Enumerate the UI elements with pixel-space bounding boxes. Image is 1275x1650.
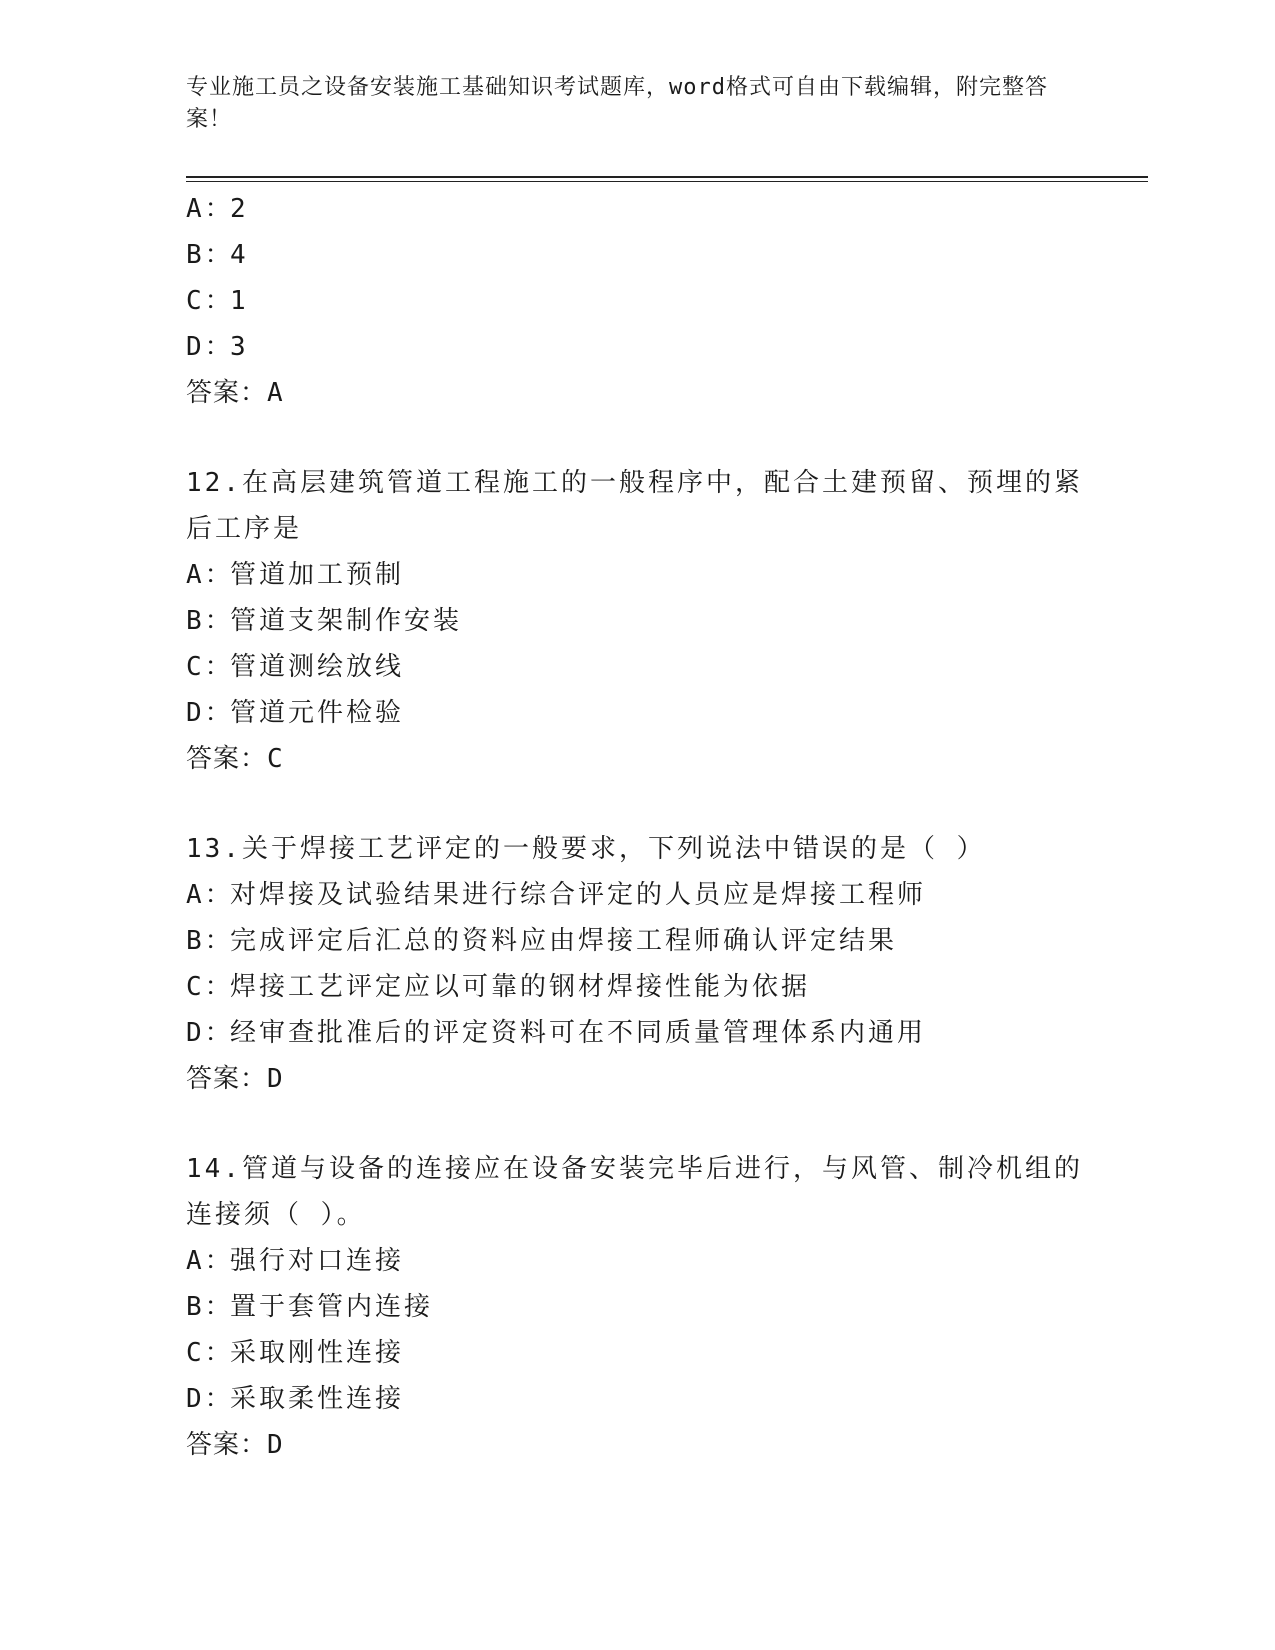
question-14 — [186, 1146, 1086, 1468]
option-text: 经审查批准后的评定资料可在不同质量管理体系内通用 — [230, 1018, 927, 1048]
option-d — [186, 1010, 1086, 1056]
question-list — [186, 186, 1086, 1468]
option-text: 3 — [230, 332, 249, 362]
option-key: A： — [186, 1246, 234, 1276]
option-text: 管道测绘放线 — [230, 652, 405, 682]
option-text: 焊接工艺评定应以可靠的钢材焊接性能为依据 — [230, 972, 811, 1002]
option-key: A： — [186, 194, 234, 224]
option-b — [186, 918, 1086, 964]
option-d — [186, 324, 1086, 370]
question-stem: 14.管道与设备的连接应在设备安装完毕后进行，与风管、制冷机组的 — [186, 1154, 1083, 1184]
question-13 — [186, 826, 1086, 1102]
header-divider-thin — [186, 181, 1148, 182]
option-text: 采取刚性连接 — [230, 1338, 405, 1368]
option-key: B： — [186, 1292, 234, 1322]
option-text: 管道元件检验 — [230, 698, 405, 728]
option-d — [186, 690, 1086, 736]
option-key: C： — [186, 652, 234, 682]
header-divider — [186, 176, 1148, 178]
option-text: 管道支架制作安装 — [230, 606, 463, 636]
option-text: 采取柔性连接 — [230, 1384, 405, 1414]
option-key: C： — [186, 1338, 234, 1368]
question-stem: 12.在高层建筑管道工程施工的一般程序中，配合土建预留、预埋的紧 — [186, 468, 1083, 498]
answer-line: 答案：C — [186, 744, 284, 774]
option-key: A： — [186, 880, 234, 910]
question-11-options — [186, 186, 1086, 416]
answer-line: 答案：A — [186, 378, 284, 408]
option-c — [186, 278, 1086, 324]
option-key: A： — [186, 560, 234, 590]
option-c — [186, 964, 1086, 1010]
option-a — [186, 872, 1086, 918]
option-text: 2 — [230, 194, 249, 224]
option-b — [186, 598, 1086, 644]
option-text: 对焊接及试验结果进行综合评定的人员应是焊接工程师 — [230, 880, 927, 910]
option-key: B： — [186, 926, 234, 956]
question-stem-cont: 连接须（ ）。 — [186, 1200, 366, 1230]
option-key: D： — [186, 1384, 234, 1414]
option-a — [186, 186, 1086, 232]
option-key: C： — [186, 286, 234, 316]
option-a — [186, 552, 1086, 598]
answer-line: 答案：D — [186, 1064, 284, 1094]
option-key: D： — [186, 1018, 234, 1048]
option-d — [186, 1376, 1086, 1422]
document-header: 专业施工员之设备安装施工基础知识考试题库，word格式可自由下载编辑，附完整答案！ — [186, 75, 1048, 132]
option-key: D： — [186, 698, 234, 728]
option-text: 完成评定后汇总的资料应由焊接工程师确认评定结果 — [230, 926, 898, 956]
option-text: 1 — [230, 286, 249, 316]
option-text: 置于套管内连接 — [230, 1292, 434, 1322]
option-b — [186, 1284, 1086, 1330]
question-12 — [186, 460, 1086, 782]
question-stem-cont: 后工序是 — [186, 514, 303, 544]
answer-line: 答案：D — [186, 1430, 284, 1460]
option-a — [186, 1238, 1086, 1284]
option-key: B： — [186, 240, 234, 270]
option-key: D： — [186, 332, 234, 362]
option-key: C： — [186, 972, 234, 1002]
option-text: 管道加工预制 — [230, 560, 405, 590]
option-key: B： — [186, 606, 234, 636]
option-c — [186, 644, 1086, 690]
option-text: 4 — [230, 240, 249, 270]
option-b — [186, 232, 1086, 278]
question-stem: 13.关于焊接工艺评定的一般要求，下列说法中错误的是（ ） — [186, 834, 986, 864]
option-text: 强行对口连接 — [230, 1246, 405, 1276]
option-c — [186, 1330, 1086, 1376]
